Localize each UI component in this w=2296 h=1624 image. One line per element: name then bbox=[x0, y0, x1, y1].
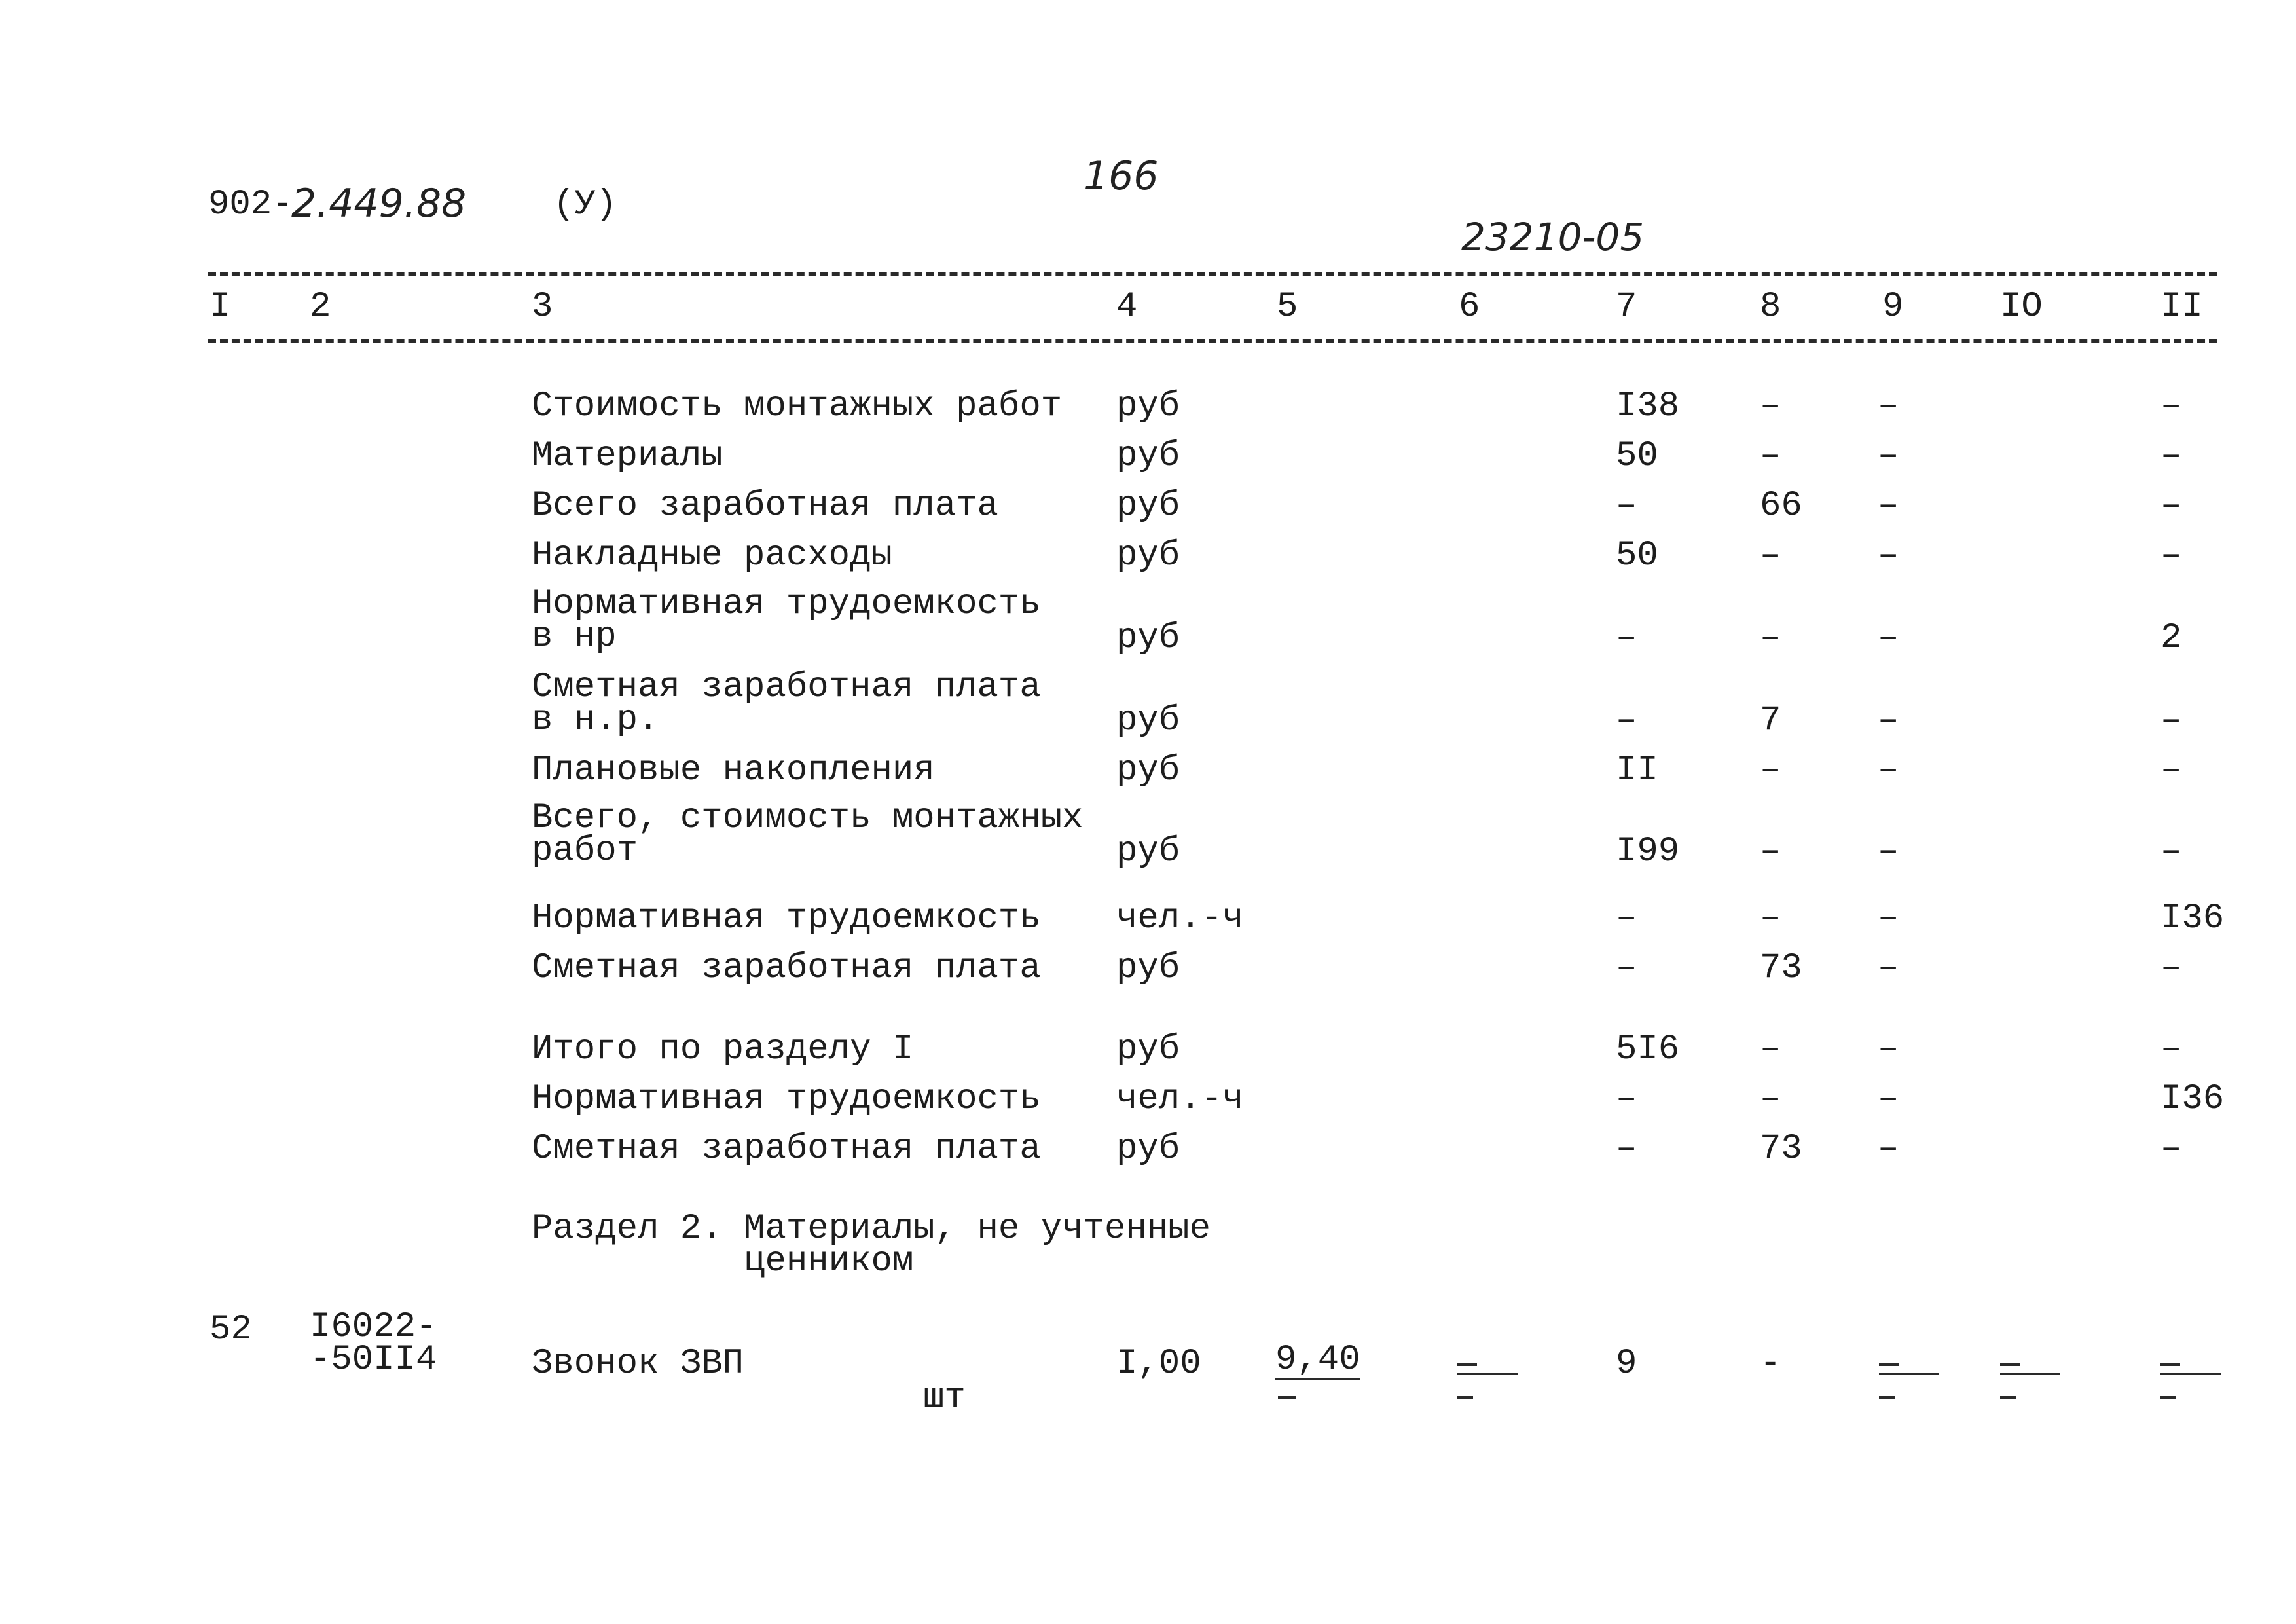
row-col9: – bbox=[1878, 1029, 1899, 1069]
row-col7: – bbox=[1616, 1079, 1637, 1119]
col9-sub-dash bbox=[1879, 1396, 1895, 1399]
row-col9: – bbox=[1878, 832, 1899, 872]
row-col8: – bbox=[1760, 1029, 1781, 1069]
row-col7: – bbox=[1616, 1129, 1637, 1169]
col10-dash-mark bbox=[2000, 1363, 2020, 1366]
col9-underline bbox=[1879, 1373, 1939, 1375]
row-col9: – bbox=[1878, 750, 1899, 790]
row-col11: I36 bbox=[2160, 898, 2225, 938]
row-col11: I36 bbox=[2160, 1079, 2225, 1119]
row-col11: – bbox=[2160, 1129, 2182, 1169]
row-col7: 5I6 bbox=[1616, 1029, 1680, 1069]
row-col11: 2 bbox=[2160, 618, 2182, 658]
row-col11: – bbox=[2160, 536, 2182, 576]
col-header-2: 2 bbox=[310, 287, 331, 327]
col-header-11: II bbox=[2160, 287, 2203, 327]
row-unit: руб bbox=[1116, 1129, 1180, 1169]
row-col9: – bbox=[1878, 701, 1899, 741]
row-name: Накладные расходы bbox=[532, 536, 892, 576]
item-number: 52 bbox=[210, 1310, 252, 1350]
row-name: Нормативная трудоемкость bbox=[532, 898, 1041, 938]
row-col9: – bbox=[1878, 536, 1899, 576]
row-unit: чел.-ч bbox=[1116, 898, 1244, 938]
row-col8: – bbox=[1760, 536, 1781, 576]
col-header-9: 9 bbox=[1882, 287, 1904, 327]
row-col8: – bbox=[1760, 750, 1781, 790]
row-col9: – bbox=[1878, 436, 1899, 476]
page-number: 166 bbox=[1084, 153, 1159, 199]
row-col9: – bbox=[1878, 1129, 1899, 1169]
col-header-8: 8 bbox=[1760, 287, 1781, 327]
row-unit: руб bbox=[1116, 618, 1180, 658]
row-name: Всего, стоимость монтажных работ bbox=[532, 798, 1084, 871]
col-header-10: IO bbox=[2000, 287, 2043, 327]
row-col7: – bbox=[1616, 701, 1637, 741]
row-col11: – bbox=[2160, 701, 2182, 741]
row-unit: руб bbox=[1116, 832, 1180, 872]
col-header-1: I bbox=[210, 287, 231, 327]
header-top-rule bbox=[208, 272, 2217, 276]
row-col9: – bbox=[1878, 386, 1899, 426]
row-col8: 73 bbox=[1760, 948, 1802, 988]
row-col7: 50 bbox=[1616, 436, 1658, 476]
col-header-4: 4 bbox=[1116, 287, 1138, 327]
row-col8: – bbox=[1760, 436, 1781, 476]
row-col7: – bbox=[1616, 486, 1637, 526]
row-unit: руб bbox=[1116, 486, 1180, 526]
row-unit: руб bbox=[1116, 386, 1180, 426]
row-name: Сметная заработная плата bbox=[532, 1129, 1041, 1169]
row-col7: I99 bbox=[1616, 832, 1680, 872]
col11-underline bbox=[2160, 1373, 2221, 1375]
col-header-6: 6 bbox=[1459, 287, 1480, 327]
row-col8: – bbox=[1760, 832, 1781, 872]
item-unit: шт bbox=[923, 1378, 966, 1418]
row-name: Всего заработная плата bbox=[532, 486, 998, 526]
row-col9: – bbox=[1878, 486, 1899, 526]
row-col7: – bbox=[1616, 948, 1637, 988]
col10-sub-dash bbox=[2000, 1396, 2016, 1399]
row-unit: руб bbox=[1116, 701, 1180, 741]
row-unit: руб bbox=[1116, 1029, 1180, 1069]
row-name: Сметная заработная плата bbox=[532, 948, 1041, 988]
col11-dash-mark bbox=[2160, 1363, 2180, 1366]
row-col8: – bbox=[1760, 1079, 1781, 1119]
col6-dash-mark bbox=[1457, 1363, 1477, 1366]
col6-sub-dash bbox=[1457, 1396, 1473, 1399]
row-name: Нормативная трудоемкость в нр bbox=[532, 584, 1041, 657]
row-name: Материалы bbox=[532, 436, 723, 476]
row-col7: 50 bbox=[1616, 536, 1658, 576]
section-2-title: Раздел 2. Материалы, не учтенные ценником bbox=[532, 1209, 1211, 1282]
row-name: Итого по разделу I bbox=[532, 1029, 914, 1069]
col-header-5: 5 bbox=[1277, 287, 1298, 327]
row-col8: 66 bbox=[1760, 486, 1802, 526]
row-col8: – bbox=[1760, 898, 1781, 938]
doc-code-prefix: 902- bbox=[208, 185, 293, 225]
col10-underline bbox=[2000, 1373, 2060, 1375]
row-name: Стоимость монтажных работ bbox=[532, 386, 1063, 426]
header-bottom-rule bbox=[208, 339, 2217, 343]
row-col7: I38 bbox=[1616, 386, 1680, 426]
row-name: Сметная заработная плата в н.р. bbox=[532, 667, 1041, 740]
doc-variant: (У) bbox=[553, 185, 617, 225]
col6-underline bbox=[1457, 1373, 1518, 1375]
row-unit: руб bbox=[1116, 436, 1180, 476]
row-unit: чел.-ч bbox=[1116, 1079, 1244, 1119]
price-sub-dash bbox=[1278, 1396, 1296, 1399]
item-name: Звонок ЗВП bbox=[532, 1344, 744, 1384]
row-col11: – bbox=[2160, 1029, 2182, 1069]
row-col9: – bbox=[1878, 948, 1899, 988]
row-name: Нормативная трудоемкость bbox=[532, 1079, 1041, 1119]
row-col11: – bbox=[2160, 486, 2182, 526]
row-col8: – bbox=[1760, 618, 1781, 658]
row-col7: II bbox=[1616, 750, 1658, 790]
col-header-7: 7 bbox=[1616, 287, 1637, 327]
row-col7: – bbox=[1616, 618, 1637, 658]
row-col8: 7 bbox=[1760, 701, 1781, 741]
item-code: I6022- -50II4 bbox=[310, 1307, 437, 1380]
row-unit: руб bbox=[1116, 750, 1180, 790]
row-col11: – bbox=[2160, 436, 2182, 476]
row-col9: – bbox=[1878, 618, 1899, 658]
row-col8: 73 bbox=[1760, 1129, 1802, 1169]
row-col9: – bbox=[1878, 1079, 1899, 1119]
row-col11: – bbox=[2160, 832, 2182, 872]
col9-dash-mark bbox=[1879, 1363, 1899, 1366]
row-unit: руб bbox=[1116, 536, 1180, 576]
row-col8: – bbox=[1760, 386, 1781, 426]
row-col11: – bbox=[2160, 386, 2182, 426]
row-col7: – bbox=[1616, 898, 1637, 938]
row-col11: – bbox=[2160, 948, 2182, 988]
item-price: 9,40 bbox=[1275, 1340, 1360, 1380]
item-quantity: I,00 bbox=[1116, 1344, 1201, 1384]
item-total: 9 bbox=[1616, 1344, 1637, 1384]
col11-sub-dash bbox=[2160, 1396, 2176, 1399]
row-name: Плановые накопления bbox=[532, 750, 935, 790]
item-col8: - bbox=[1760, 1344, 1781, 1384]
doc-code-handwritten: 2.449.88 bbox=[291, 181, 467, 227]
row-col11: – bbox=[2160, 750, 2182, 790]
col-header-3: 3 bbox=[532, 287, 553, 327]
row-unit: руб bbox=[1116, 948, 1180, 988]
doc-ref: 23210-05 bbox=[1461, 215, 1645, 259]
row-col9: – bbox=[1878, 898, 1899, 938]
